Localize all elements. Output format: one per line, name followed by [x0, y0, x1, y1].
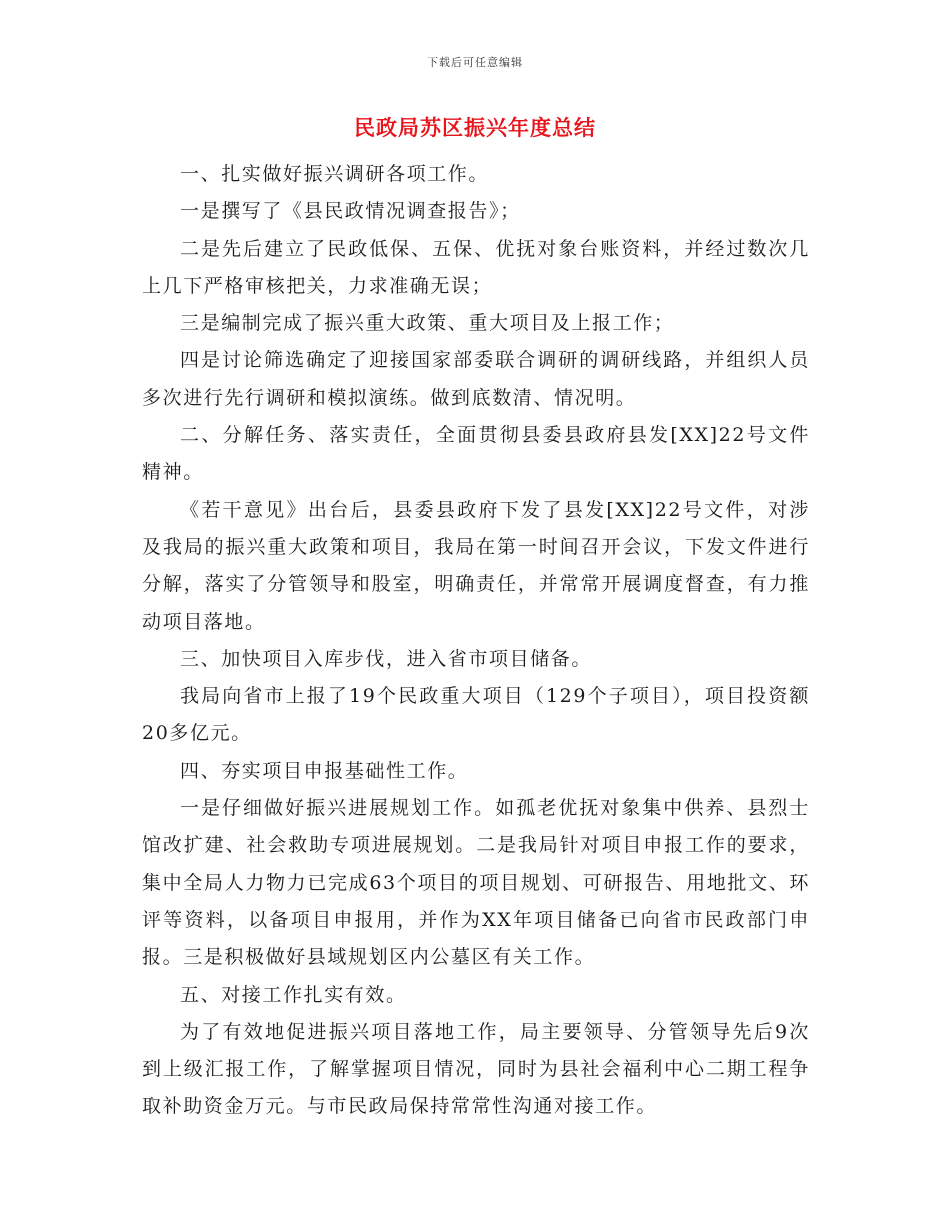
paragraph-1: 一、扎实做好振兴调研各项工作。: [180, 163, 490, 185]
paragraph-5: 四是讨论筛选确定了迎接国家部委联合调研的调研线路，并组织人员多次进行先行调研和模拟演练。做到底数清、情况明。: [142, 349, 810, 409]
paragraph-11: 一是仔细做好振兴进展规划工作。如孤老优抚对象集中供养、县烈士馆改扩建、社会救助专项进展规划。二是我局针对项目申报工作的要求，集中全局人力物力已完成63个项目的项目规划、可研报告、用地批文、环评等资料，以备项目申报用，并作为XX年项目储备已向省市民政部门申报。三是积极做好县域规划区内公墓区有关工作。: [142, 797, 810, 969]
paragraph-6: 二、分解任务、落实责任，全面贯彻县委县政府县发[XX]22号文件精神。: [142, 424, 810, 484]
paragraph-13: 为了有效地促进振兴项目落地工作，局主要领导、分管领导先后9次到上级汇报工作，了解掌握项目情况，同时为县社会福利中心二期工程争取补助资金万元。与市民政局保持常常性沟通对接工作。: [142, 1020, 810, 1118]
paragraph-3: 二是先后建立了民政低保、五保、优抚对象台账资料，并经过数次几上几下严格审核把关，力求准确无误；: [142, 237, 810, 297]
header-note: 下载后可任意编辑: [427, 56, 523, 69]
paragraph-12: 五、对接工作扎实有效。: [180, 983, 407, 1006]
paragraph-2: 一是撰写了《县民政情况调查报告》；: [180, 200, 521, 223]
paragraph-7: 《若干意见》出台后，县委县政府下发了县发[XX]22号文件，对涉及我局的振兴重大政策和项目，我局在第一时间召开会议，下发文件进行分解，落实了分管领导和股室，明确责任，并常常开展调度督查，有力推动项目落地。: [142, 498, 810, 633]
paragraph-9: 我局向省市上报了19个民政重大项目（129个子项目），项目投资额20多亿元。: [142, 685, 810, 745]
paragraph-10: 四、夯实项目申报基础性工作。: [180, 759, 469, 782]
document-title: 民政局苏区振兴年度总结: [354, 115, 596, 140]
paragraph-8: 三、加快项目入库步伐，进入省市项目储备。: [180, 647, 593, 670]
paragraph-4: 三是编制完成了振兴重大政策、重大项目及上报工作；: [180, 312, 675, 335]
document-body: [142, 156, 810, 1126]
